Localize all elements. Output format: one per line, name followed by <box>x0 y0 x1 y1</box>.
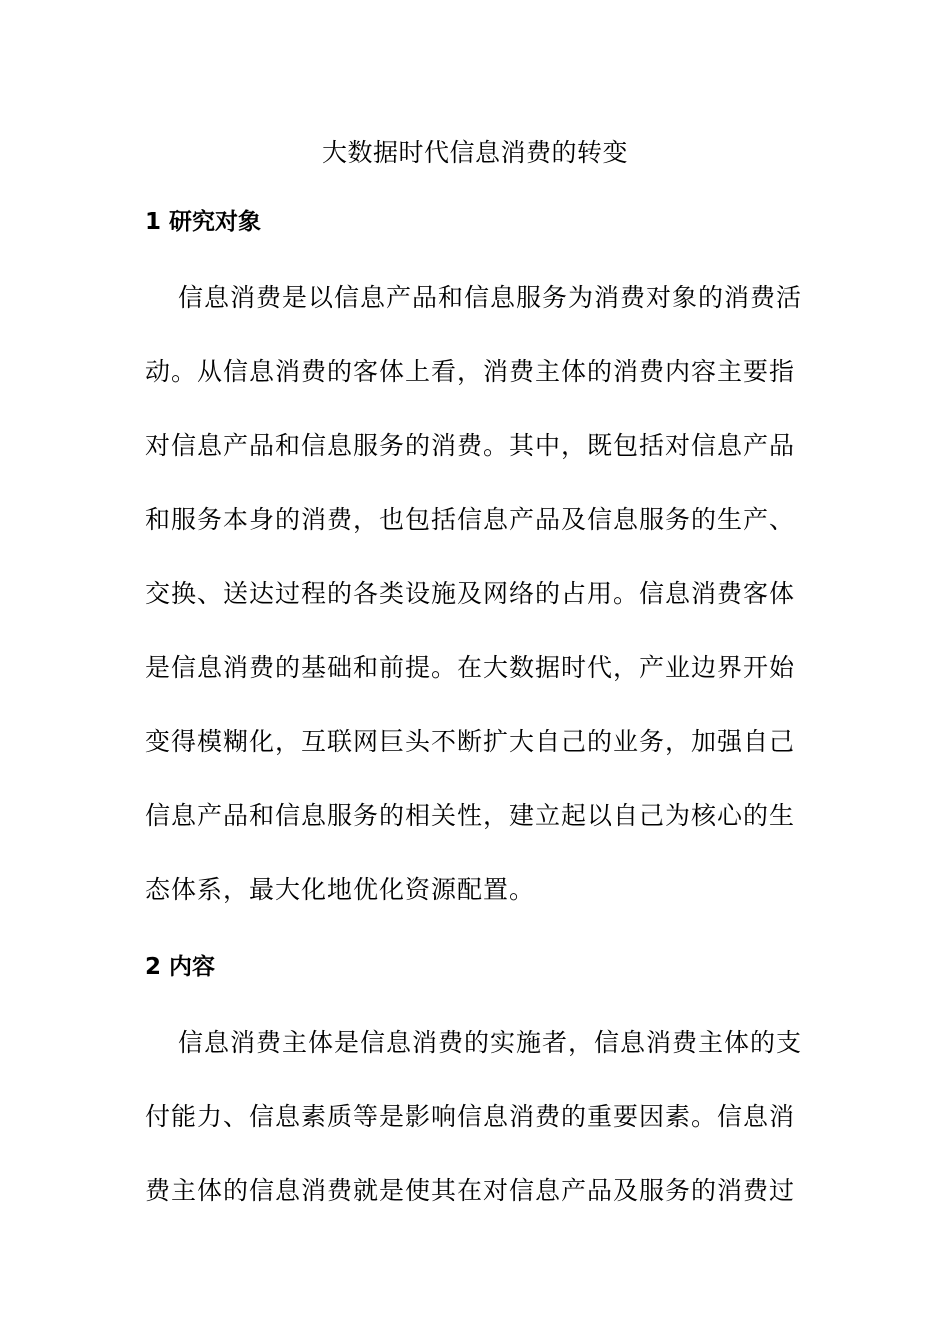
paragraph-line: 交换、送达过程的各类设施及网络的占用。信息消费客体 <box>145 579 796 608</box>
paragraph-line: 和服务本身的消费，也包括信息产品及信息服务的生产、 <box>145 505 796 534</box>
paragraph-line: 信息消费主体是信息消费的实施者，信息消费主体的支 <box>178 1028 803 1057</box>
paragraph-line: 信息产品和信息服务的相关性，建立起以自己为核心的生 <box>145 801 796 830</box>
paragraph-line: 信息消费是以信息产品和信息服务为消费对象的消费活 <box>178 283 803 312</box>
section-paragraph-content <box>145 1006 805 1228</box>
section-heading-research-object: 1 研究对象 <box>145 209 262 235</box>
paragraph-line: 是信息消费的基础和前提。在大数据时代，产业边界开始 <box>145 653 796 682</box>
paragraph-line: 态体系，最大化地优化资源配置。 <box>145 875 536 904</box>
document-title: 大数据时代信息消费的转变 <box>321 138 628 167</box>
paragraph-line: 付能力、信息素质等是影响信息消费的重要因素。信息消 <box>145 1102 796 1131</box>
section-paragraph-research-object <box>145 261 805 927</box>
section-heading-content: 2 内容 <box>145 954 216 980</box>
paragraph-line: 动。从信息消费的客体上看，消费主体的消费内容主要指 <box>145 357 796 386</box>
paragraph-line: 对信息产品和信息服务的消费。其中，既包括对信息产品 <box>145 431 796 460</box>
paragraph-line: 费主体的信息消费就是使其在对信息产品及服务的消费过 <box>145 1176 796 1205</box>
paragraph-line: 变得模糊化，互联网巨头不断扩大自己的业务，加强自己 <box>145 727 796 756</box>
